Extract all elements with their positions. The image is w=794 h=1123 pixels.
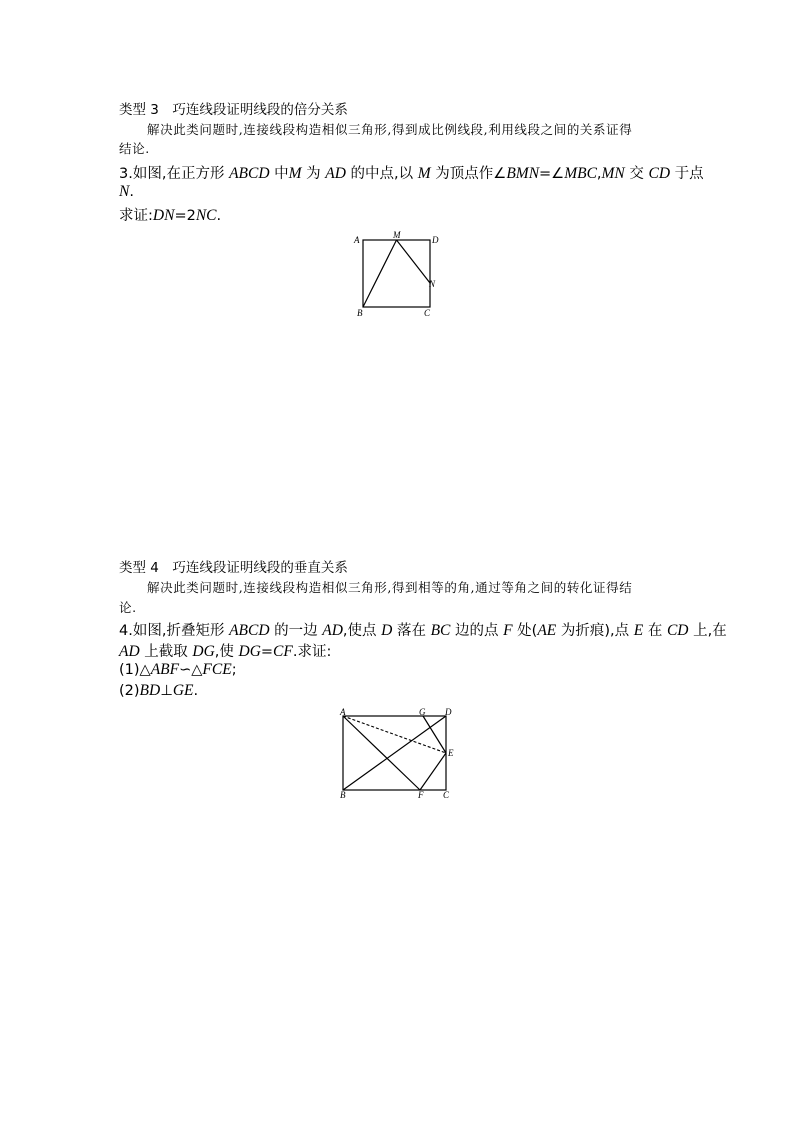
- segment-fe: [420, 753, 446, 790]
- problem3-line2: N.: [119, 183, 134, 200]
- label-c: C: [424, 308, 431, 318]
- problem4-line2: AD 上截取 DG,使 DG=CF.求证:: [119, 643, 332, 660]
- section4-heading: 类型 4 巧连线段证明线段的垂直关系: [119, 560, 348, 576]
- label-g: G: [419, 707, 426, 717]
- section3-tip-line2: 结论.: [119, 141, 150, 156]
- label-a: A: [354, 235, 360, 245]
- segment-mn: [397, 240, 431, 283]
- problem4-number: 4.: [119, 623, 133, 639]
- segment-mb: [363, 240, 397, 307]
- label-m: M: [393, 230, 401, 240]
- problem3-line1: 3.如图,在正方形 ABCD 中M 为 AD 的中点,以 M 为顶点作∠BMN=∠MBC,MN 交 CD 于点: [119, 165, 704, 182]
- fold-line-ae: [343, 716, 446, 753]
- rectangle-figure: [330, 706, 460, 798]
- section4-tip-line2: 论.: [119, 600, 137, 615]
- problem4-line1: 4.如图,折叠矩形 ABCD 的一边 AD,使点 D 落在 BC 边的点 F 处(AE 为折痕),点 E 在 CD 上,在: [119, 622, 727, 639]
- label-d: D: [432, 235, 439, 245]
- segment-ge: [423, 716, 446, 753]
- label-e: E: [448, 748, 454, 758]
- label-c: C: [443, 790, 450, 798]
- problem4-part2: (2)BD⊥GE.: [119, 682, 199, 699]
- label-d: D: [445, 707, 452, 717]
- section3-heading: 类型 3 巧连线段证明线段的倍分关系: [119, 102, 348, 118]
- section4-tip-line1: 解决此类问题时,连接线段构造相似三角形,得到相等的角,通过等角之间的转化证得结: [147, 580, 633, 595]
- section3-tip-line1: 解决此类问题时,连接线段构造相似三角形,得到成比例线段,利用线段之间的关系证得: [147, 122, 633, 137]
- label-b: B: [340, 790, 346, 798]
- square-figure: [350, 230, 445, 320]
- label-a: A: [340, 707, 346, 717]
- square-abcd: [363, 240, 430, 307]
- problem3-prove: 求证:DN=2NC.: [119, 207, 222, 224]
- segment-af: [343, 716, 420, 790]
- problem4-part1: (1)△ABF∽△FCE;: [119, 661, 237, 678]
- label-f: F: [418, 790, 424, 798]
- problem3-number: 3.: [119, 166, 133, 182]
- label-n: N: [429, 279, 436, 289]
- label-b: B: [357, 308, 363, 318]
